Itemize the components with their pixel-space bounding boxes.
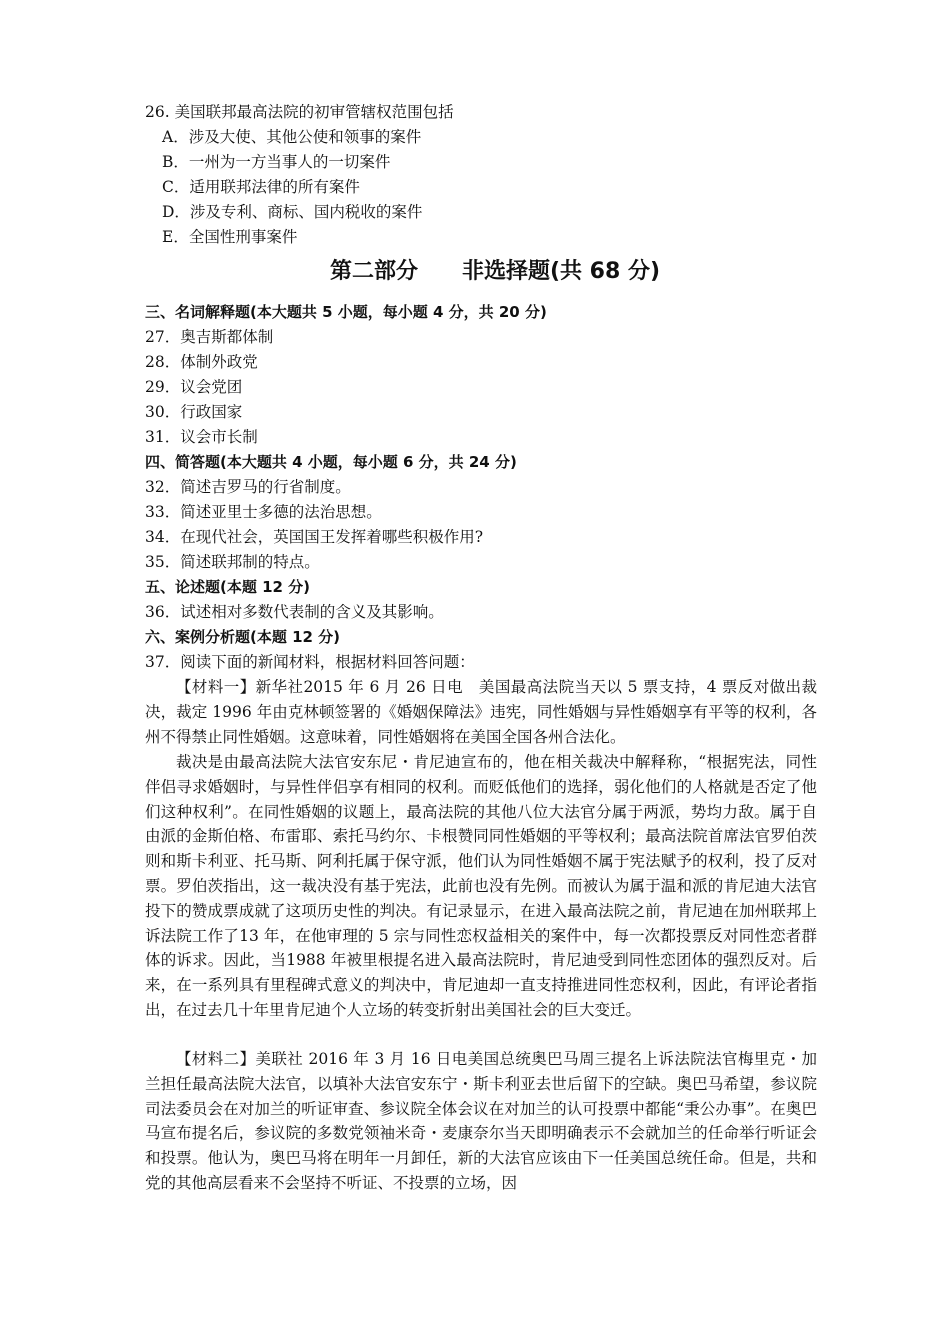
question-26-option-c: C．适用联邦法律的所有案件: [162, 178, 360, 196]
question-32: 32．简述吉罗马的行省制度。: [145, 478, 351, 496]
section-5-heading: 五、论述题(本题 12 分): [145, 578, 311, 596]
question-36: 36．试述相对多数代表制的含义及其影响。: [145, 603, 444, 621]
material-1-paragraph-1: 【材料一】新华社2015 年 6 月 26 日电 美国最高法院当天以 5 票支持，4 票反对做出裁决，裁定 1996 年由克林顿签署的《婚姻保障法》违宪，同性婚姻与异性婚姻享有平等的权利，各州不得禁止同性婚姻。这意味着，同性婚姻将在美国全国各州合法化。: [145, 678, 817, 746]
question-30: 30．行政国家: [145, 403, 243, 421]
question-37: 37．阅读下面的新闻材料，根据材料回答问题：: [145, 653, 475, 671]
question-26-option-d: D．涉及专利、商标、国内税收的案件: [162, 203, 423, 221]
section-3-heading: 三、名词解释题(本大题共 5 小题，每小题 4 分，共 20 分): [145, 303, 547, 321]
question-28: 28．体制外政党: [145, 353, 258, 371]
question-33: 33．简述亚里士多德的法治思想。: [145, 503, 382, 521]
section-4-heading: 四、简答题(本大题共 4 小题，每小题 6 分，共 24 分): [145, 453, 517, 471]
question-34: 34．在现代社会，英国国王发挥着哪些积极作用?: [145, 528, 484, 546]
question-26-option-b: B．一州为一方当事人的一切案件: [162, 153, 391, 171]
material-1-paragraph-2: 裁决是由最高法院大法官安东尼・肯尼迪宣布的，他在相关裁决中解释称，“根据宪法，同性伴侣寻求婚姻时，与异性伴侣享有相同的权利。而贬低他们的选择，弱化他们的人格就是否定了他们这种权利”。在同性婚姻的议题上，最高法院的其他八位大法官分属于两派，势均力敌。属于自由派的金斯伯格、布雷耶、索托马约尔、卡根赞同同性婚姻的平等权利；最高法院首席法官罗伯茨则和斯卡利亚、托马斯、阿利托属于保守派，他们认为同性婚姻不属于宪法赋予的权利，投了反对票。罗伯茨指出，这一裁决没有基于宪法，此前也没有先例。而被认为属于温和派的肯尼迪大法官投下的赞成票成就了这项历史性的判决。有记录显示，在进入最高法院之前，肯尼迪在加州联邦上诉法院工作了13 年，在他审理的 5 宗与同性恋权益相关的案件中，每一次都投票反对同性恋者群体的诉求。因此，当1988 年被里根提名进入最高法院时，肯尼迪受到同性恋团体的强烈反对。后来，在一系列具有里程碑式意义的判决中，肯尼迪却一直支持推进同性恋权利，因此，有评论者指出，在过去几十年里肯尼迪个人立场的转变折射出美国社会的巨大变迁。: [145, 753, 817, 1019]
question-26-stem: 26. 美国联邦最高法院的初审管辖权范围包括: [145, 103, 454, 121]
question-31: 31．议会市长制: [145, 428, 258, 446]
part-two-title: 第二部分 非选择题(共 68 分): [329, 259, 661, 284]
question-29: 29．议会党团: [145, 378, 243, 396]
material-2-paragraph-1: 【材料二】美联社 2016 年 3 月 16 日电美国总统奥巴马周三提名上诉法院法官梅里克・加兰担任最高法院大法官，以填补大法官安东宁・斯卡利亚去世后留下的空缺。奥巴马希望，参议院司法委员会在对加兰的听证审查、参议院全体会议在对加兰的认可投票中都能“秉公办事”。在奥巴马宣布提名后，参议院的多数党领袖米奇・麦康奈尔当天即明确表示不会就加兰的任命举行听证会和投票。他认为，奥巴马将在明年一月卸任，新的大法官应该由下一任美国总统任命。但是，共和党的其他高层看来不会坚持不听证、不投票的立场，因: [145, 1050, 817, 1192]
question-27: 27．奥吉斯都体制: [145, 328, 274, 346]
question-35: 35．简述联邦制的特点。: [145, 553, 320, 571]
question-26-option-e: E．全国性刑事案件: [162, 228, 298, 246]
question-26-option-a: A．涉及大使、其他公使和领事的案件: [162, 128, 422, 146]
section-6-heading: 六、案例分析题(本题 12 分): [145, 628, 341, 646]
